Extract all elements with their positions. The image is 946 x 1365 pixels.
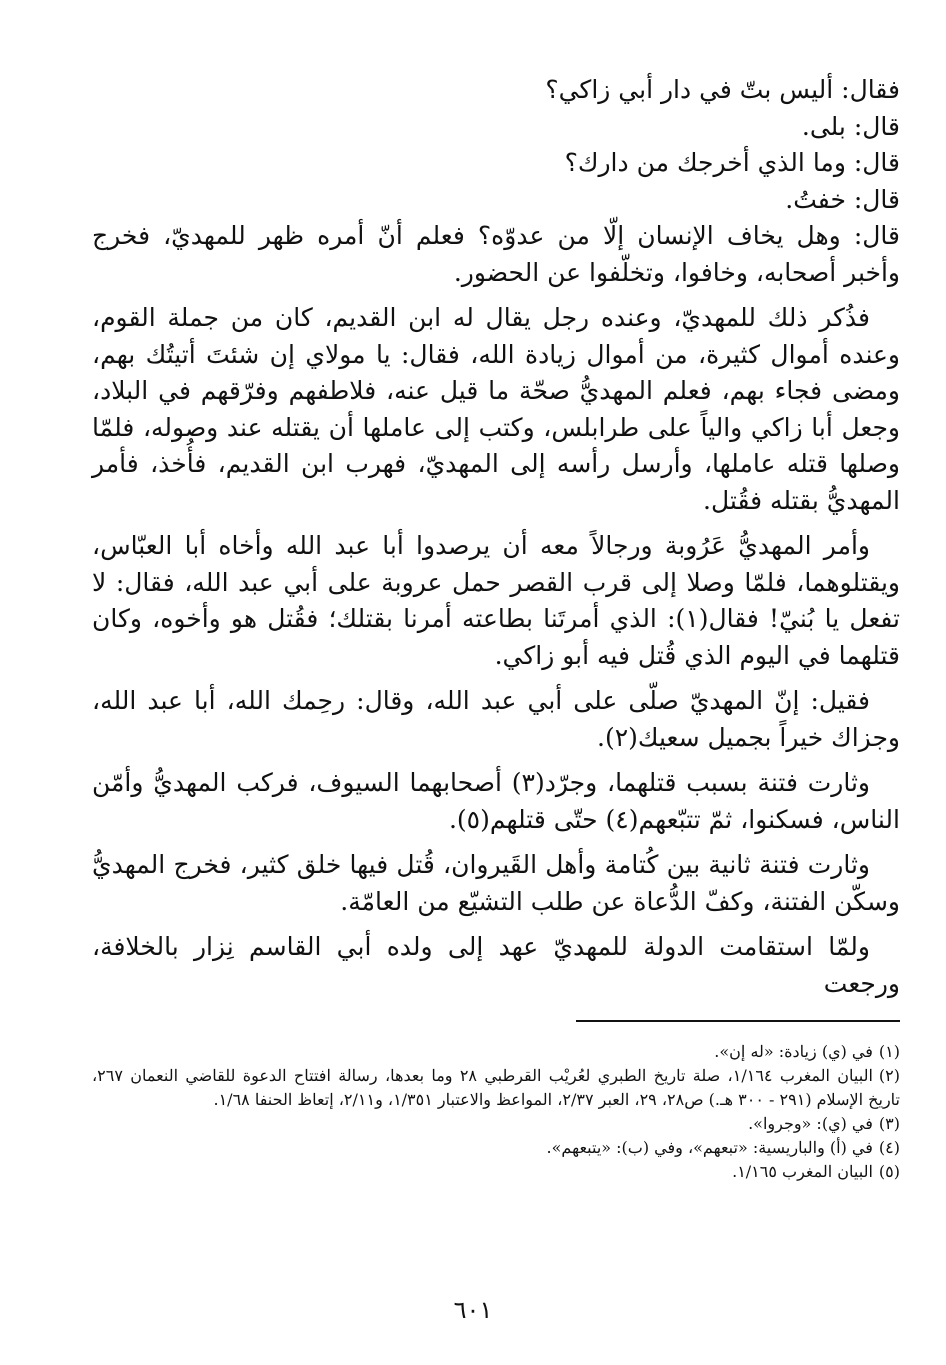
paragraph: ولمّا استقامت الدولة للمهديّ عهد إلى ولده أبي القاسم نِزار بالخلافة، ورجعت (92, 932, 900, 998)
footnote-text: في (ي): «وجروا». (748, 1114, 873, 1133)
dialogue-line: قال: خفتُ. (785, 184, 900, 214)
footnote (92, 1160, 900, 1184)
footnote-number: (٥) (878, 1162, 900, 1181)
footnote-number: (٣) (878, 1114, 900, 1133)
body-text (92, 300, 900, 1002)
footnote-number: (٢) (878, 1066, 901, 1085)
footnote-text: البيان المغرب ١/١٦٥. (732, 1162, 873, 1181)
footnote (92, 1136, 900, 1160)
footnote (92, 1112, 900, 1136)
paragraph: وأمر المهديُّ عَرُوبة ورجالاً معه أن يرصدوا أبا عبد الله وأخاه أبا العبّاس، ويقتلوهما، فلمّا وصلا إلى قرب القصر حمل عروبة على أبي عبد الله، فقال: لا تفعل يا بُنيّ! فقال(١): الذي أمرتَنا بطاعته أمرنا بقتلك؛ فقُتل هو وأخوه، وكان قتلهما في اليوم الذي قُتل فيه أبو زاكي. (92, 531, 900, 670)
paragraph: فذُكر ذلك للمهديّ، وعنده رجل يقال له ابن القديم، كان من جملة القوم، وعنده أموال كثيرة، من أموال زيادة الله، فقال: يا مولاي إن شئتَ أتيتُك بهم، ومضى فجاء بهم، فعلم المهديُّ صحّة ما قيل عنه، فلاطفهم وفرّقهم في البلاد، وجعل أبا زاكي والياً على طرابلس، وكتب إلى عاملها أن يقتله عند وصوله، فلمّا وصلها قتله عاملها، وأرسل رأسه إلى المهديّ، فهرب ابن القديم، فأُخذ، فأمر المهديُّ بقتله فقُتل. (92, 303, 900, 515)
paragraph: وثارت فتنة ثانية بين كُتامة وأهل القَيروان، قُتل فيها خلق كثير، فخرج المهديُّ وسكّن الفتنة، وكفّ الدُّعاة عن طلب التشيّع من العامّة. (92, 850, 900, 916)
footnote (92, 1040, 900, 1064)
footnote-separator (576, 1020, 900, 1022)
paragraph: فقيل: إنّ المهديّ صلّى على أبي عبد الله، وقال: رحِمك الله، أبا عبد الله، وجزاك خيراً بجميل سعيك(٢). (92, 686, 900, 752)
footnote-text: في (أ) والباريسية: «تبعهم»، وفي (ب): «يتبعهم». (546, 1138, 873, 1157)
footnote-number: (١) (878, 1042, 900, 1061)
footnote (92, 1064, 900, 1112)
dialogue-line: قال: وما الذي أخرجك من دارك؟ (564, 148, 900, 177)
footnote-number: (٤) (878, 1138, 900, 1157)
footnote-text: البيان المغرب ١/١٦٤، صلة تاريخ الطبري لعُريْب القرطبي ٢٨ وما بعدها، رسالة افتتاح الدعوة للقاضي النعمان ٢٦٧، تاريخ الإسلام (٢٩١ - ٣٠٠ هـ.) ص٢٨، ٢٩، العبر ٢/٣٧، المواعظ والاعتبار ١/٣٥١، و٢/١١، إتعاظ الحنفا ١/٦٨. (92, 1066, 900, 1109)
footnote-text: في (ي) زيادة: «له إن». (714, 1042, 873, 1061)
dialogue-line: فقال: أليس بتّ في دار أبي زاكي؟ (545, 75, 900, 104)
dialogue-line: قال: وهل يخاف الإنسان إلّا من عدوّه؟ فعلم أنّ أمره ظهر للمهديّ، فخرج وأخبر أصحابه، وخافوا، وتخلّفوا عن الحضور. (92, 221, 900, 287)
paragraph: وثارت فتنة بسبب قتلهما، وجرّد(٣) أصحابهما السيوف، فركب المهديُّ وأمّن الناس، فسكنوا، ثمّ تتبّعهم(٤) حتّى قتلهم(٥). (92, 768, 900, 834)
page-number: ٦٠١ (453, 1296, 493, 1324)
dialogue-block (92, 72, 900, 291)
dialogue-line: قال: بلى. (801, 111, 900, 141)
footnotes (92, 1040, 900, 1184)
